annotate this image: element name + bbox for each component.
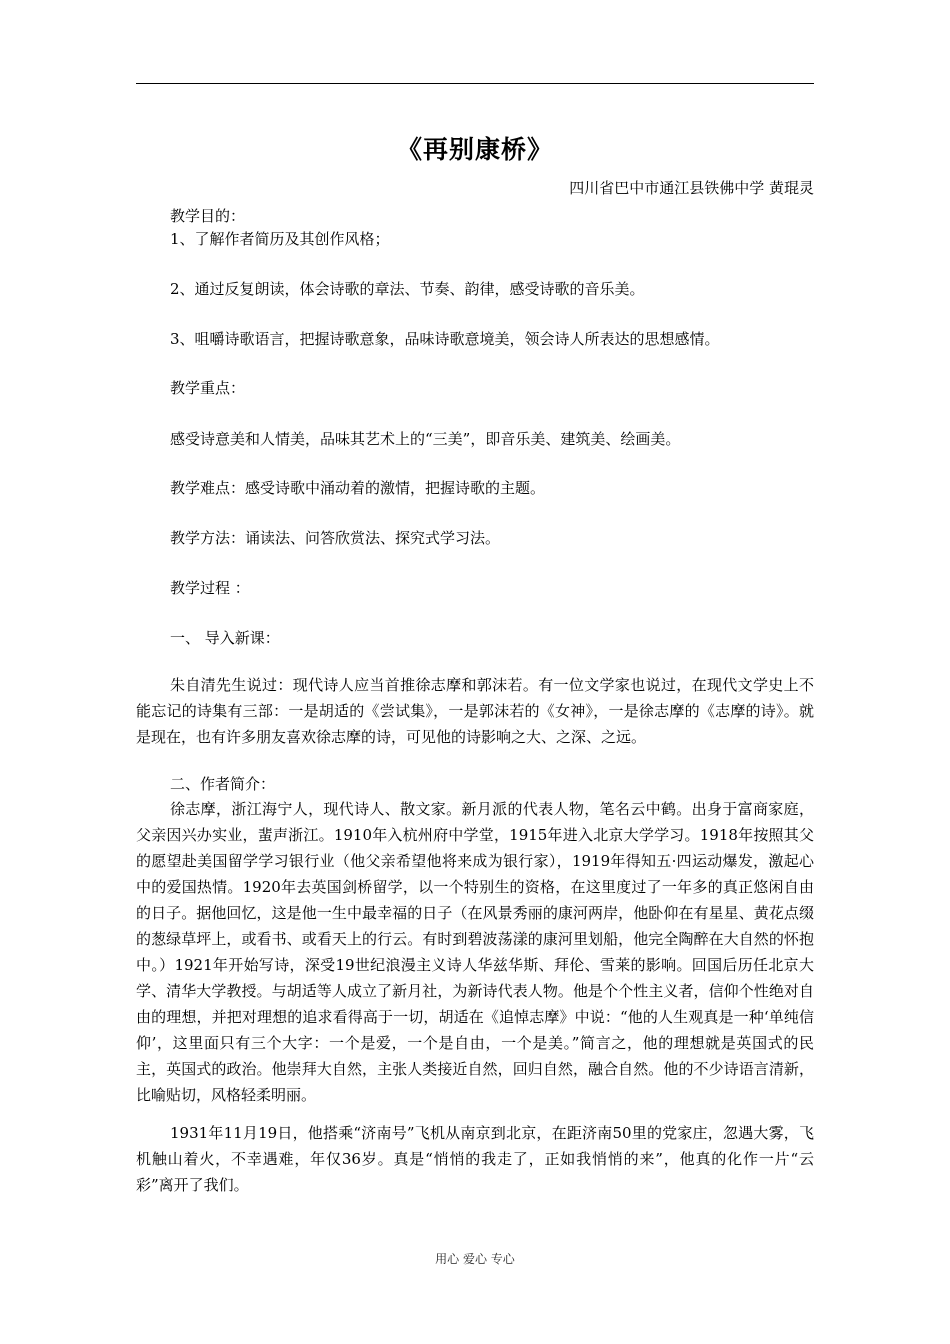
objective-1: 1、了解作者简历及其创作风格； [170,230,390,248]
section-2-body-1: 徐志摩，浙江海宁人，现代诗人、散文家。新月派的代表人物，笔名云中鹤。出身于富商家庭，父亲因兴办实业，蜚声浙江。1910年入杭州府中学堂，1915年进入北京大学学习。1918年按照其父的愿望赴美国留学学习银行业（他父亲希望他将来成为银行家），1919年得知五·四运动爆发，激起心中的爱国热情。1920年去英国剑桥留学，以一个特别生的资格，在这里度过了一年多的真正悠闲自由的日子。据他回忆，这是他一生中最幸福的日子（在风景秀丽的康河两岸，他卧仰在有星星、黄花点缀的葱绿草坪上，或看书、或看天上的行云。有时到碧波荡漾的康河里划船，他完全陶醉在大自然的怀抱中。）1921年开始写诗，深受19世纪浪漫主义诗人华兹华斯、拜伦、雪莱的影响。回国后历任北京大学、清华大学教授。与胡适等人成立了新月社，为新诗代表人物。他是个个性主义者，信仰个性绝对自由的理想，并把对理想的追求看得高于一切，胡适在《追悼志摩》中说：“他的人生观真是一种‘单纯信仰’，这里面只有三个大字：一个是爱，一个是自由，一个是美。”简言之，他的理想就是英国式的民主，英国式的政治。他崇拜大自然，主张人类接近自然，回归自然，融合自然。他的不少诗语言清新，比喻贴切，风格轻柔明丽。 [136,800,814,1104]
key-points: 感受诗意美和人情美，品味其艺术上的“三美”，即音乐美、建筑美、绘画美。 [170,430,681,448]
key-points-heading: 教学重点： [170,379,246,397]
section-2-heading: 二、作者简介： [170,775,276,793]
author-line: 四川省巴中市通江县铁佛中学 黄琨灵 [569,179,814,197]
header-rule [136,83,814,84]
section-1-heading: 一、 导入新课： [170,629,280,647]
objective-3: 3、咀嚼诗歌语言，把握诗歌意象，品味诗歌意境美，领会诗人所表达的思想感情。 [170,330,720,348]
section-2-body-2: 1931年11月19日，他搭乘“济南号”飞机从南京到北京，在距济南50里的党家庄，忽遇大雾，飞机触山着火，不幸遇难，年仅36岁。真是“悄悄的我走了，正如我悄悄的来”，他真的化作一片“云彩”离开了我们。 [136,1124,814,1194]
section-1-body: 朱自清先生说过：现代诗人应当首推徐志摩和郭沫若。有一位文学家也说过，在现代文学史上不能忘记的诗集有三部：一是胡适的《尝试集》，一是郭沫若的《女神》，一是徐志摩的《志摩的诗》。就是现在，也有许多朋友喜欢徐志摩的诗，可见他的诗影响之大、之深、之远。 [136,676,814,746]
difficulty: 教学难点：感受诗歌中涌动着的激情，把握诗歌的主题。 [170,479,546,497]
document-title: 《再别康桥》 [396,135,553,164]
objective-2: 2、通过反复朗读，体会诗歌的章法、节奏、韵律，感受诗歌的音乐美。 [170,280,645,298]
process-heading: 教学过程 ： [170,579,250,597]
page-footer: 用心 爱心 专心 [435,1252,515,1266]
objectives-heading: 教学目的： [170,207,246,225]
methods: 教学方法：诵读法、问答欣赏法、探究式学习法。 [170,529,501,547]
